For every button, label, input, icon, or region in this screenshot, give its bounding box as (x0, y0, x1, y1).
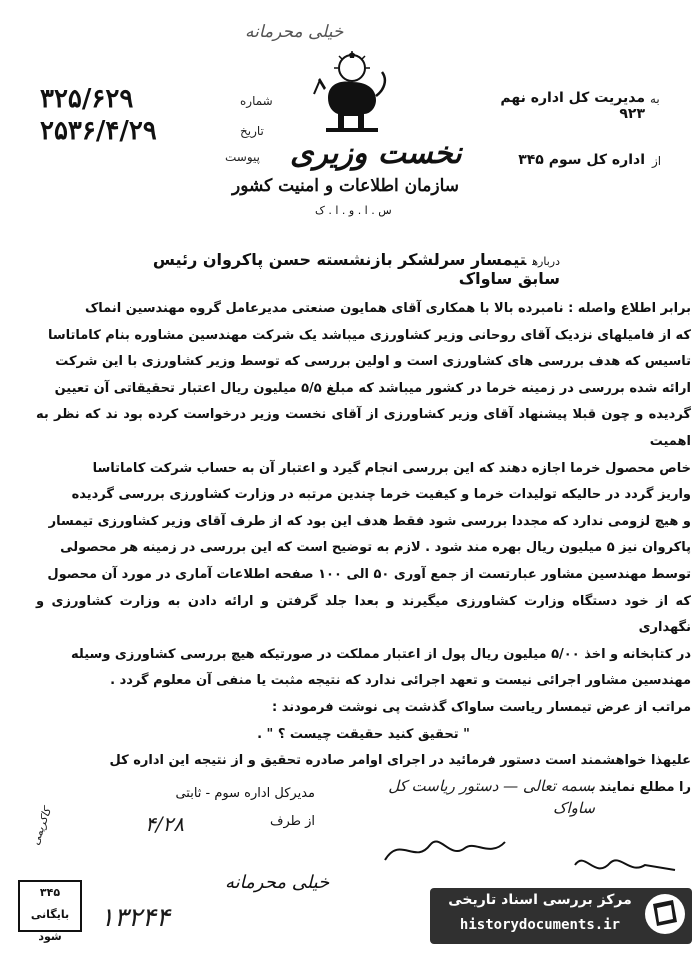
body-line: مهندسین مشاور اجرائی نیست و تعهد اجرائی ندارد که نتیجه مثبت یا منفی آن معلوم گردد . (110, 673, 691, 689)
org-subtitle: سازمان اطلاعات و امنیت کشور (232, 176, 460, 196)
watermark-title: مرکز بررسی اسناد تاریخی (448, 892, 632, 908)
body-line: واریز گردد در حالیکه تولیدات خرما و کیفیت خرما چندین مرتبه در وزارت کشاورزی بررسی گردیده (71, 487, 691, 503)
subject-label: درباره (532, 255, 560, 268)
handwritten-signature-icon (380, 830, 510, 870)
letter-date-value: ۲۵۳۶/۴/۲۹ (40, 116, 157, 146)
letter-number-value: ۳۲۵/۶۲۹ (40, 84, 134, 114)
margin-note: کاکریمی (28, 806, 54, 847)
body-line: که از خود دستگاه وزارت کشاورزی میگیرند و بعدا جلد گرفتن و ارائه دادن به وزارت کشاورزی و نگهداری (36, 593, 691, 636)
signature-block (95, 780, 315, 836)
recipient-label: به (650, 92, 660, 106)
handwritten-file-number: ۱۳۲۴۴ (100, 903, 170, 933)
org-title: نخست وزیری (290, 136, 462, 171)
handwritten-date: ۴/۲۸ (145, 812, 184, 836)
body-line: ارائه شده بررسی در زمینه خرما در کشور میباشد که مبلغ ۵/۵ میلیون ریال اعتبار تحقیقاتی آن تعیین (54, 380, 691, 396)
body-line: تاسیس که هدف بررسی های کشاورزی است و اولین بررسی که توسط وزیر کشاورزی با این شرکت (55, 354, 691, 370)
handwritten-signature-note: بسمه تعالی — دستور ریاست کل ساواک (388, 777, 595, 817)
sender-value: اداره کل سوم ۳۴۵ (518, 152, 645, 168)
body-line: برابر اطلاع واصله : نامبرده بالا با همکاری آقای همایون صنعتی مدیرعامل گروه مهندسین انماک (84, 301, 691, 316)
body-line: گردیده و چون قبلا پیشنهاد آقای وزیر کشاورزی از آقای نخست وزیر درخواست کرده بود ند که نظر به اهمیت (36, 407, 691, 449)
attachment-label: پیوست (225, 150, 260, 164)
watermark-url[interactable]: historydocuments.ir (459, 917, 621, 933)
subject-line (130, 250, 560, 288)
body-line: و هیچ لزومی ندارد که مجددا بررسی شود فقط هدف این بود که از طرف آقای وزیر کشاورزی تیمسار (48, 513, 691, 529)
signatory-title: مدیرکل اداره سوم - ثابتی (175, 786, 315, 801)
body-line: که از فامیلهای نزدیک آقای روحانی وزیر کشاورزی میباشد یک شرکت مهندسین مشاوره بنام کاماتاسا (47, 327, 691, 343)
handwritten-initials-icon (570, 845, 680, 885)
lion-and-sun-emblem-icon (310, 50, 395, 135)
letter-number-label: شماره (240, 94, 273, 108)
body-line: را مطلع نمایند . (589, 779, 691, 795)
sender-label: از (652, 154, 662, 168)
body-line: در کتابخانه و اخذ ۵/۰۰ میلیون ریال پول از اعتبار مملکت در صورتیکه هیچ بررسی کشاورزی وسیله (71, 646, 691, 662)
org-code: س . ا . و . ا . ک (315, 204, 392, 217)
body-line: مراتب از عرض تیمسار ریاست ساواک گذشت پی نوشت فرمودند : (272, 699, 691, 715)
subject-text: تیمسار سرلشکر بازنشسته حسن پاکروان رئیس سابق ساواک (152, 250, 560, 288)
letter-date-label: تاریخ (240, 124, 264, 138)
watermark-logo-icon (643, 892, 688, 937)
body-line: پاکروان نیز ۵ میلیون ریال بهره مند شود . لازم به توضیح است که این بررسی در زمینه هر محصولی (60, 540, 691, 556)
recipient-value: مدیریت کل اداره نهم ۹۲۳ (500, 90, 645, 122)
body-line: توسط مهندسین مشاور عبارتست از جمع آوری ۵۰ الی ۱۰۰ صفحه اطلاعات آماری در مورد آن محصول (47, 566, 691, 582)
on-behalf-label: از طرف (269, 814, 315, 829)
body-line: خاص محصول خرما اجازه دهند که این بررسی انجام گیرد و اعتبار آن به حساب شرکت کاماتاسا (92, 460, 691, 476)
stamp-number: ۳۴۵ (39, 886, 61, 899)
letter-body (36, 296, 691, 801)
classification-header: خیلی محرمانه (245, 22, 344, 42)
archive-stamp (18, 880, 82, 943)
footer-classification: خیلی محرمانه (225, 872, 330, 893)
body-line: " تحقیق کنید حقیقت چیست ؟ " . (257, 726, 470, 742)
stamp-text: بایگانی شود (30, 908, 70, 943)
body-line: علیهذا خواهشمند است دستور فرمائید در اجرای اوامر صادره تحقیق و از نتیجه این اداره کل (109, 753, 691, 769)
